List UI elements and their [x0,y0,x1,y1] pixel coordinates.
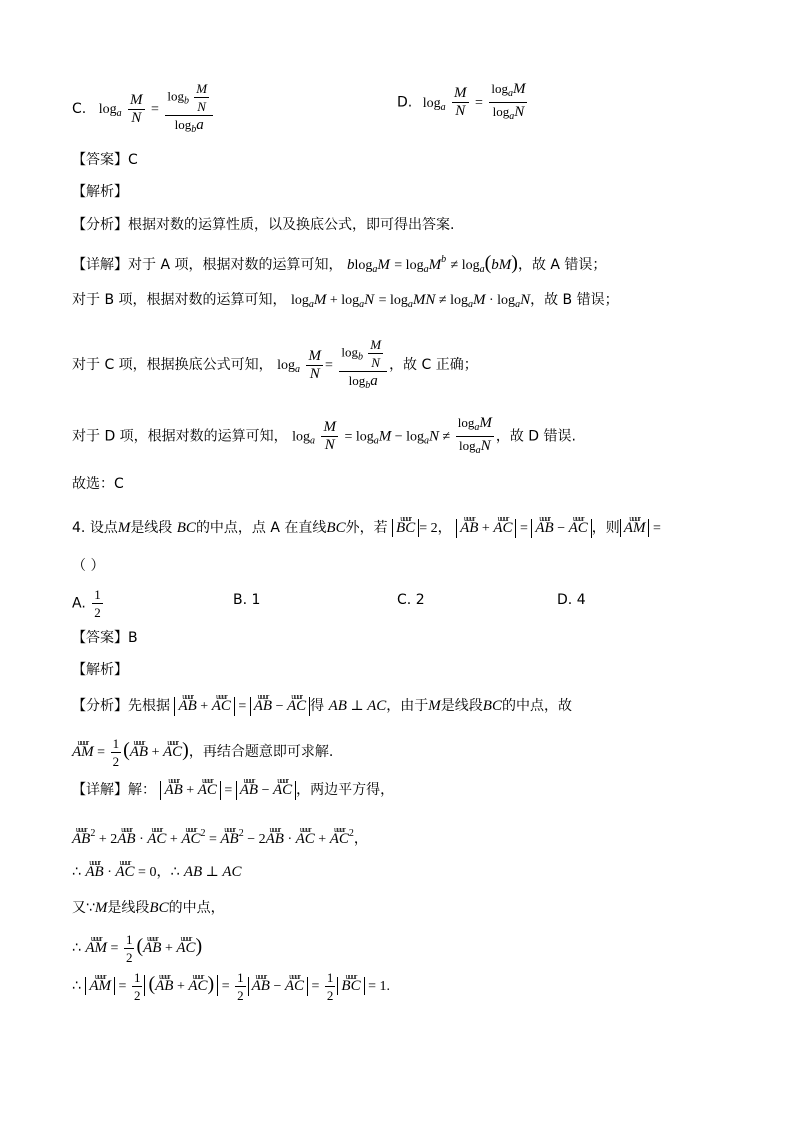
answer-value: C [128,152,138,168]
q4-option-a: A. $\frac{1}{2}$ [72,587,101,620]
analysis-heading-2: 【解析】 [72,662,128,678]
answer-line-1 [72,150,138,170]
option-d: D. $\log_a$ $\frac{M}{N}$ = $\frac{\log_aM}{\log_aN}$ [397,81,526,122]
fenxi-line-2: 【分析】先根据 uuur AB + uuur AC = uuur AB − uuur AC 得 AB ⊥ AC，由于M是线段BC的中点，故 [72,696,572,717]
detail2-line-1: 【详解】解： uuur AB + uuur AC = uuur AB − uuur AC ，两边平方得， [72,780,394,801]
detail2-line-2: uuur $AB^2$ + 2uuur AB · uuur AC + uuur $AC^2$ = uuur $AB^2$ − 2uuur AB · uuur AC + uuur $AC^2$， [72,824,368,850]
detail2-line-6: ∴ uuur AM = $\frac{1}{2}$ (uuur AB + uuur AC) = $\frac{1}{2}$ uuur AB − uuur AC = $\frac{1}{2}$ uuur BC = 1. [72,966,390,1007]
detail-c-line: 对于 C 项，根据换底公式可知， $\log_a$ $\frac{M}{N}$ = $\log_b$ $\frac{M}{N}$ $\log_ba$ ，故 C 正确； [72,337,478,391]
analysis-heading-1: 【解析】 [72,184,128,200]
option-c-label: C. [72,101,87,117]
option-c-fraction: $\log_b$ $\frac{M}{N}$ $\log_ba$ [165,80,213,138]
detail2-line-5: ∴ uuur AM = $\frac{1}{2}$ (uuur AB + uuur AC) [72,926,202,969]
detail-d-line: 对于 D 项，根据对数的运算可知， $\log_a$ $\frac{M}{N}$ = $\log_aM - \log_aN$ ≠ $\frac{\log_aM}{\log_aN}$ ，故 D 错误. [72,415,576,456]
q4-option-c: C. 2 [397,592,425,608]
question-4-stem: 4. 设点M是线段 BC的中点，点 A 在直线BC外，若 uuur BC = 2， uuur AB + uuur AC = uuur AB − uuur AC ，则uuur AM = [72,518,661,539]
answer-line-2: 【答案】B [72,630,138,646]
detail2-line-3: ∴ uuur AB · uuur AC = 0，∴ AB ⊥ AC [72,862,242,883]
detail2-line-4: 又∵M是线段BC的中点， [72,900,225,916]
question-number: 4. [72,520,86,536]
fenxi-line-1: 【分析】根据对数的运算性质，以及换底公式，即可得出答案. [72,217,455,233]
q4-option-b: B. 1 [233,592,261,608]
option-d-label: D. [397,94,413,111]
q4-option-d: D. 4 [557,592,586,608]
answer-tag: 【答案】 [72,152,128,168]
detail-b-line: 对于 B 项，根据对数的运算可知， $\log_aM + \log_aN = \log_aMN \ne \log_aM \cdot \log_aN$，故 B 错误； [72,292,619,310]
choose-line-1: 故选：C [72,476,124,492]
question-4-paren: （ ） [72,558,105,574]
fenxi-line-2b: uuur AM = $\frac{1}{2}$ (uuur AB + uuur AC)，再结合题意即可求解. [72,730,333,773]
option-c: C. $\log_a$ $\frac{M}{N}$ = $\log_b$ $\frac{M}{N}$ $\log_ba$ [72,80,215,138]
detail-a-line: 【详解】对于 A 项，根据对数的运算可知， $blog_aM = \log_aM^b \ne \log_a(bM)$，故 A 错误； [72,252,607,275]
